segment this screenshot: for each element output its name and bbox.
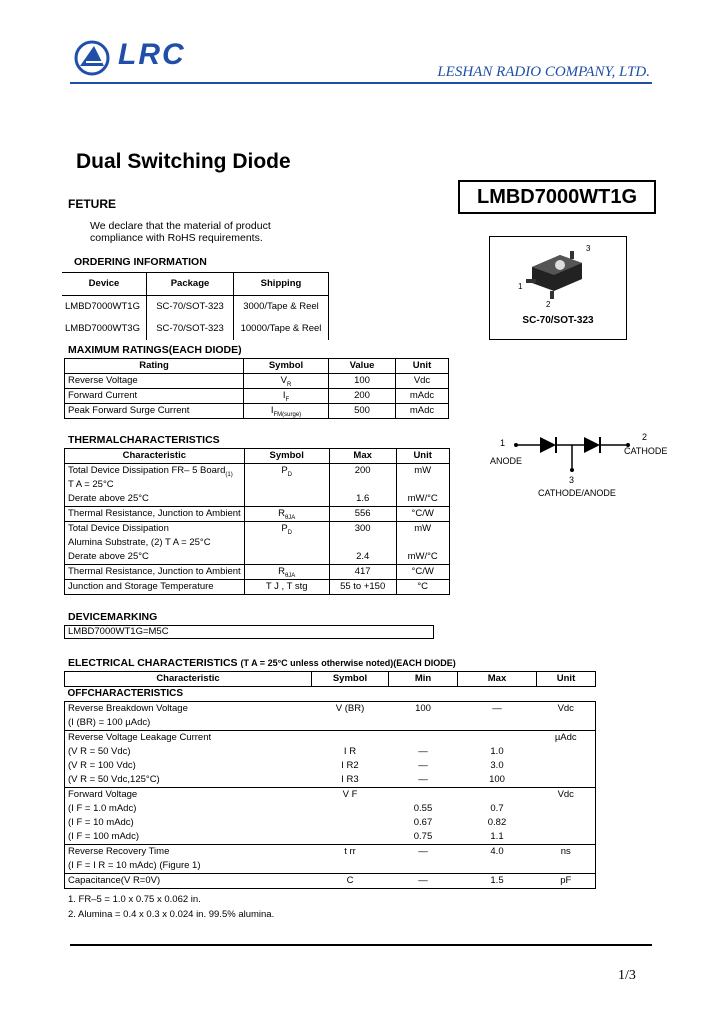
feature-heading: FETURE xyxy=(68,197,116,211)
table-cell xyxy=(458,731,537,746)
table-cell xyxy=(312,802,389,816)
table-cell: 200 xyxy=(329,389,396,404)
table-cell: 4.0 xyxy=(458,845,537,860)
table-cell xyxy=(312,731,389,746)
table-cell: °C xyxy=(396,580,449,595)
table-cell: Reverse Breakdown Voltage xyxy=(65,702,312,717)
table-row xyxy=(65,507,450,522)
feature-text-2: compliance with RoHS requirements. xyxy=(90,232,263,244)
marking-value: LMBD7000WT1G=M5C xyxy=(68,626,169,637)
table-cell xyxy=(458,716,537,731)
col-rating: Rating xyxy=(65,359,244,374)
table-cell: Capacitance(V R=0V) xyxy=(65,874,312,889)
table-cell xyxy=(389,859,458,874)
table-cell: SC-70/SOT-323 xyxy=(147,318,234,340)
part-number: LMBD7000WT1G xyxy=(476,186,638,208)
thermal-heading: THERMALCHARACTERISTICS xyxy=(68,434,220,446)
table-cell: Thermal Resistance, Junction to Ambient xyxy=(65,507,245,522)
table-cell xyxy=(312,816,389,830)
table-cell xyxy=(244,492,329,507)
electrical-heading-line xyxy=(68,657,456,669)
table-cell xyxy=(396,536,449,550)
table-cell: Derate above 25°C xyxy=(65,492,245,507)
col-characteristic: Characteristic xyxy=(65,672,312,687)
table-cell xyxy=(537,773,596,788)
table-row xyxy=(65,773,596,788)
table-cell: I R3 xyxy=(341,774,359,785)
table-cell: (V R = 100 Vdc) xyxy=(65,759,312,773)
table-cell: mW/°C xyxy=(396,550,449,565)
table-row xyxy=(65,859,596,874)
circuit-anode: ANODE xyxy=(490,456,523,466)
table-cell: 0.82 xyxy=(487,817,507,828)
table-row xyxy=(65,522,450,537)
table-cell: 1.1 xyxy=(490,831,504,842)
note-1: 1. FR–5 = 1.0 x 0.75 x 0.062 in. xyxy=(68,894,201,905)
table-cell: (V R = 50 Vdc,125°C) xyxy=(65,773,312,788)
table-cell: Alumina Substrate, (2) T A = 25°C xyxy=(65,536,245,550)
table-cell: Derate above 25°C xyxy=(65,550,245,565)
table-cell: $R_{\theta JA}$ xyxy=(244,507,329,522)
table-cell: 0.55 xyxy=(413,803,433,814)
table-row xyxy=(65,731,596,746)
table-cell xyxy=(537,830,596,845)
table-cell: (I F = 10 mAdc) xyxy=(65,816,312,830)
table-cell xyxy=(312,716,389,731)
pin2-label: 2 xyxy=(546,300,551,309)
table-cell: °C/W xyxy=(396,507,449,522)
table-cell: 556 xyxy=(329,507,396,522)
table-cell: SC-70/SOT-323 xyxy=(147,296,234,319)
table-cell: 3.0 xyxy=(490,760,504,771)
table-cell: 1.6 xyxy=(329,492,396,507)
table-cell: °C/W xyxy=(396,565,449,580)
part-number-box xyxy=(458,180,656,214)
circuit-cathode-anode: CATHODE/ANODE xyxy=(538,488,616,498)
table-cell xyxy=(537,745,596,759)
table-cell: T A = 25°C xyxy=(65,478,245,492)
table-cell: Total Device Dissipation xyxy=(65,522,245,537)
table-cell: (V R = 50 Vdc) xyxy=(65,745,312,759)
table-cell: 100 xyxy=(389,702,458,717)
table-row xyxy=(65,580,450,595)
table-cell xyxy=(312,830,389,845)
table-cell: µAdc xyxy=(537,731,596,746)
page-number: 1/3 xyxy=(618,968,636,983)
col-unit: Unit xyxy=(396,359,449,374)
table-cell: I R2 xyxy=(341,760,359,771)
section-off-characteristics: OFFCHARACTERISTICS xyxy=(67,688,184,699)
table-cell: 1.5 xyxy=(458,874,537,889)
table-row xyxy=(65,374,449,389)
table-cell xyxy=(458,788,537,803)
table-cell: 417 xyxy=(329,565,396,580)
table-cell: 100 xyxy=(329,374,396,389)
circuit-diagram xyxy=(488,428,678,506)
table-cell: mAdc xyxy=(396,389,449,404)
table-cell: V F xyxy=(312,788,389,803)
table-cell: Vdc xyxy=(537,702,596,717)
table-cell: I R xyxy=(343,746,357,757)
table-cell: mAdc xyxy=(396,404,449,419)
table-cell: — xyxy=(418,746,428,757)
logo xyxy=(72,36,202,80)
table-cell xyxy=(329,478,396,492)
table-cell: $P_D$ xyxy=(244,464,329,479)
table-row xyxy=(62,318,329,340)
table-cell: C xyxy=(312,874,389,889)
table-row xyxy=(65,404,449,419)
table-row xyxy=(65,845,596,860)
electrical-heading: ELECTRICAL CHARACTERISTICS xyxy=(68,657,238,669)
table-cell: $R_{\theta JA}$ xyxy=(244,565,329,580)
table-cell: Forward Voltage xyxy=(65,788,312,803)
col-symbol: Symbol xyxy=(312,672,389,687)
col-max: Max xyxy=(458,672,537,687)
col-value: Value xyxy=(329,359,396,374)
col-characteristic: Characteristic xyxy=(65,449,245,464)
table-cell xyxy=(312,859,389,874)
table-cell xyxy=(389,731,458,746)
table-row xyxy=(65,536,450,550)
thermal-table xyxy=(64,448,450,595)
pin3-label: 3 xyxy=(586,244,591,253)
table-cell xyxy=(329,536,396,550)
table-cell: LMBD7000WT1G xyxy=(62,296,147,319)
circuit-cathode: CATHODE xyxy=(624,446,668,456)
table-row xyxy=(65,464,450,479)
table-cell: pF xyxy=(537,874,596,889)
col-symbol: Symbol xyxy=(244,449,329,464)
table-cell: Total Device Dissipation FR– 5 Board$_{(1)}$ xyxy=(65,464,245,479)
table-row xyxy=(65,565,450,580)
table-cell: 3000/Tape & Reel xyxy=(234,296,329,319)
table-cell: Peak Forward Surge Current xyxy=(65,404,244,419)
table-cell xyxy=(458,859,537,874)
page-title: Dual Switching Diode xyxy=(76,150,291,173)
col-package: Package xyxy=(147,273,234,296)
table-cell: — xyxy=(458,702,537,717)
table-cell: t rr xyxy=(312,845,389,860)
table-cell: 0.7 xyxy=(490,803,504,814)
max-ratings-table xyxy=(64,358,449,419)
table-cell xyxy=(537,802,596,816)
table-cell: Junction and Storage Temperature xyxy=(65,580,245,595)
table-cell xyxy=(389,716,458,731)
table-row xyxy=(65,802,596,816)
table-cell: T J , T stg xyxy=(244,580,329,595)
header-rule xyxy=(70,82,652,84)
table-cell: $I_F$ xyxy=(244,389,329,404)
table-cell: Vdc xyxy=(537,788,596,803)
table-cell xyxy=(537,816,596,830)
circuit-pin1: 1 xyxy=(500,438,506,448)
ordering-heading: ORDERING INFORMATION xyxy=(74,256,207,268)
max-ratings-heading: MAXIMUM RATINGS(EACH DIODE) xyxy=(68,344,242,356)
circuit-pin3: 3 xyxy=(569,475,575,485)
table-cell: mW/°C xyxy=(396,492,449,507)
table-row xyxy=(65,759,596,773)
table-cell: Vdc xyxy=(396,374,449,389)
table-cell: Forward Current xyxy=(65,389,244,404)
table-cell: (I (BR) = 100 µAdc) xyxy=(65,716,312,731)
table-cell xyxy=(244,478,329,492)
table-row xyxy=(65,716,596,731)
marking-box xyxy=(64,625,434,639)
table-cell: 10000/Tape & Reel xyxy=(234,318,329,340)
table-cell: 0.67 xyxy=(413,817,433,828)
col-shipping: Shipping xyxy=(234,273,329,296)
company-name: LESHAN RADIO COMPANY, LTD. xyxy=(437,64,650,80)
table-cell: Thermal Resistance, Junction to Ambient xyxy=(65,565,245,580)
table-cell: 200 xyxy=(329,464,396,479)
table-row xyxy=(62,296,329,319)
table-cell: — xyxy=(418,774,428,785)
table-cell: — xyxy=(418,760,428,771)
table-row xyxy=(65,478,450,492)
table-cell xyxy=(537,716,596,731)
package-label: SC-70/SOT-323 xyxy=(522,315,594,326)
table-cell xyxy=(396,478,449,492)
col-unit: Unit xyxy=(396,449,449,464)
package-drawing-icon xyxy=(490,237,626,317)
col-symbol: Symbol xyxy=(244,359,329,374)
table-cell: 0.75 xyxy=(413,831,433,842)
table-row xyxy=(65,830,596,845)
table-cell: $P_D$ xyxy=(244,522,329,537)
marking-heading: DEVICEMARKING xyxy=(68,611,158,623)
footer-rule xyxy=(70,944,652,946)
col-unit: Unit xyxy=(537,672,596,687)
table-cell: (I F = 1.0 mAdc) xyxy=(65,802,312,816)
feature-text-1: We declare that the material of product xyxy=(90,220,271,232)
table-row xyxy=(65,702,596,717)
table-cell: 1.0 xyxy=(490,746,504,757)
table-cell xyxy=(244,550,329,565)
table-cell xyxy=(389,788,458,803)
note-2: 2. Alumina = 0.4 x 0.3 x 0.024 in. 99.5% alumina. xyxy=(68,909,275,920)
table-cell xyxy=(537,759,596,773)
table-cell: — xyxy=(389,874,458,889)
col-device: Device xyxy=(62,273,147,296)
table-cell: ns xyxy=(537,845,596,860)
table-row xyxy=(65,816,596,830)
table-row xyxy=(65,788,596,803)
table-row xyxy=(65,550,450,565)
table-row xyxy=(65,745,596,759)
table-cell: V (BR) xyxy=(312,702,389,717)
table-cell: LMBD7000WT3G xyxy=(62,318,147,340)
ordering-table xyxy=(62,272,329,340)
pin1-label: 1 xyxy=(518,282,523,291)
table-cell: mW xyxy=(396,464,449,479)
electrical-table xyxy=(64,671,596,889)
table-cell: 2.4 xyxy=(329,550,396,565)
table-cell: Reverse Voltage Leakage Current xyxy=(65,731,312,746)
table-cell: 500 xyxy=(329,404,396,419)
table-cell: mW xyxy=(396,522,449,537)
electrical-heading-note: (T A = 25°C unless otherwise noted)(EACH DIODE) xyxy=(240,658,456,668)
table-cell: (I F = I R = 10 mAdc) (Figure 1) xyxy=(65,859,312,874)
table-cell: 55 to +150 xyxy=(329,580,396,595)
table-cell xyxy=(244,536,329,550)
col-max: Max xyxy=(329,449,396,464)
table-cell: $V_R$ xyxy=(244,374,329,389)
table-cell: $I_{FM(surge)}$ xyxy=(244,404,329,419)
package-box xyxy=(489,236,627,340)
table-row xyxy=(65,492,450,507)
table-cell: 300 xyxy=(329,522,396,537)
table-cell: (I F = 100 mAdc) xyxy=(65,830,312,845)
logo-text: LRC xyxy=(118,38,186,71)
table-cell xyxy=(537,859,596,874)
table-cell: 100 xyxy=(489,774,505,785)
table-cell: Reverse Voltage xyxy=(65,374,244,389)
table-cell: Reverse Recovery Time xyxy=(65,845,312,860)
circuit-pin2: 2 xyxy=(642,432,648,442)
table-cell: — xyxy=(389,845,458,860)
col-min: Min xyxy=(389,672,458,687)
table-row xyxy=(65,389,449,404)
table-row xyxy=(65,874,596,889)
